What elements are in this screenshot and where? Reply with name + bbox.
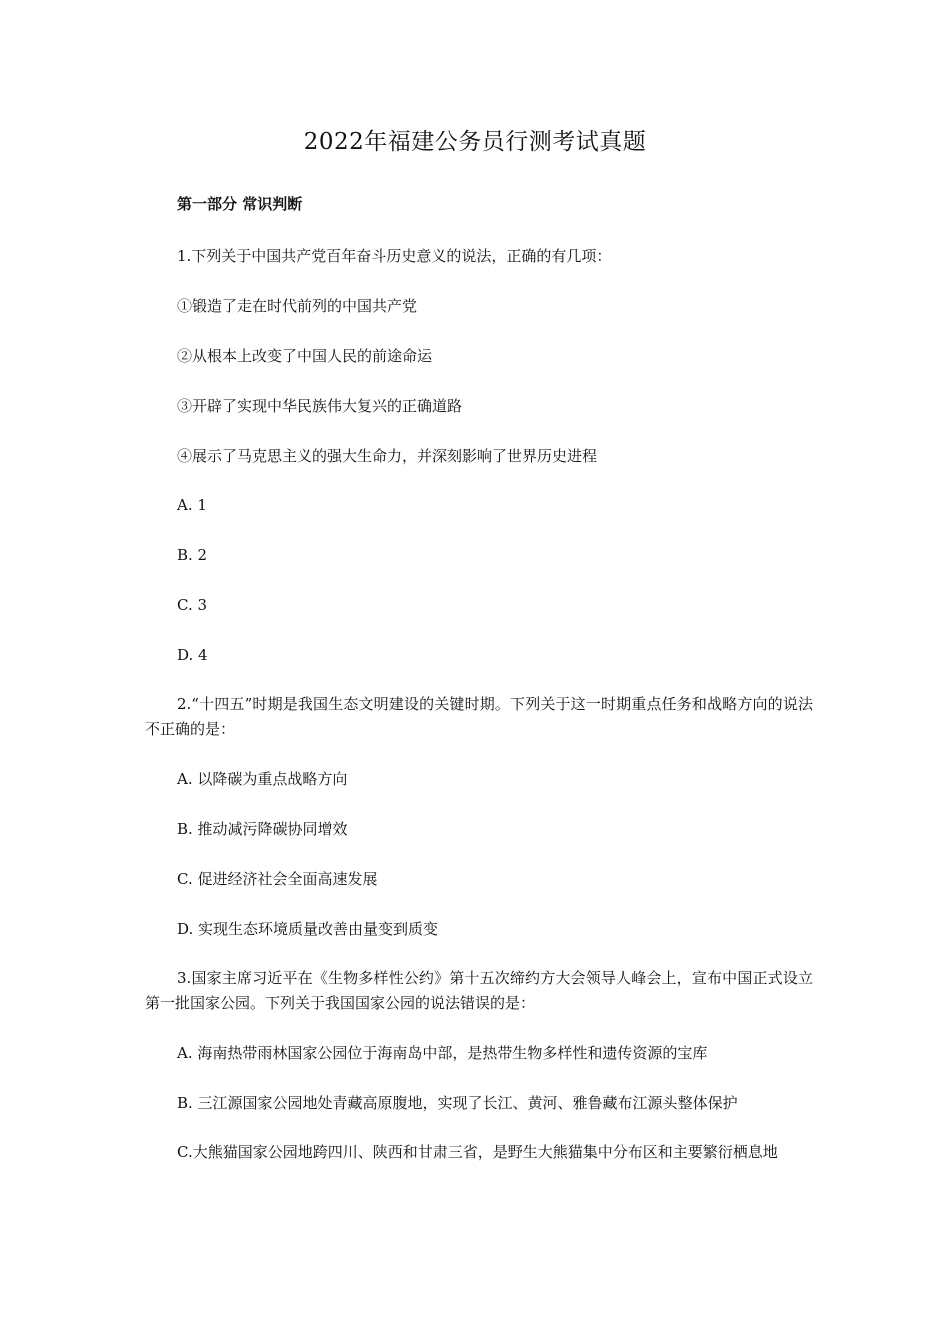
- question-1-statement-2: ②从根本上改变了中国人民的前途命运: [177, 347, 433, 365]
- section-heading: 第一部分 常识判断: [177, 195, 303, 213]
- question-3-option-b: B. 三江源国家公园地处青藏高原腹地，实现了长江、黄河、雅鲁藏布江源头整体保护: [177, 1094, 738, 1112]
- question-2-option-b: B. 推动减污降碳协同增效: [177, 820, 348, 838]
- question-1-stem: 1.下列关于中国共产党百年奋斗历史意义的说法，正确的有几项：: [177, 247, 612, 265]
- question-1-option-b: B. 2: [177, 546, 208, 564]
- question-3-option-a: A. 海南热带雨林国家公园位于海南岛中部，是热带生物多样性和遗传资源的宝库: [177, 1044, 708, 1062]
- question-2-option-c: C. 促进经济社会全面高速发展: [177, 870, 378, 888]
- question-1-statement-4: ④展示了马克思主义的强大生命力，并深刻影响了世界历史进程: [177, 447, 598, 465]
- question-2-option-d: D. 实现生态环境质量改善由量变到质变: [177, 920, 439, 938]
- question-1-option-a: A. 1: [177, 496, 207, 514]
- question-1-option-c: C. 3: [177, 596, 208, 614]
- question-3-stem: 3.国家主席习近平在《生物多样性公约》第十五次缔约方大会领导人峰会上，宣布中国正式设立第一批国家公园。下列关于我国国家公园的说法错误的是：: [145, 969, 813, 1012]
- question-3-option-c: C.大熊猫国家公园地跨四川、陕西和甘肃三省，是野生大熊猫集中分布区和主要繁衍栖息地: [177, 1143, 778, 1161]
- question-1-option-d: D. 4: [177, 646, 208, 664]
- question-2-option-a: A. 以降碳为重点战略方向: [177, 770, 348, 788]
- document-title: 2022年福建公务员行测考试真题: [303, 129, 647, 155]
- question-1-statement-3: ③开辟了实现中华民族伟大复兴的正确道路: [177, 397, 463, 415]
- question-2-stem: 2.“十四五”时期是我国生态文明建设的关键时期。下列关于这一时期重点任务和战略方向的说法不正确的是：: [145, 695, 813, 738]
- question-1-statement-1: ①锻造了走在时代前列的中国共产党: [177, 297, 418, 315]
